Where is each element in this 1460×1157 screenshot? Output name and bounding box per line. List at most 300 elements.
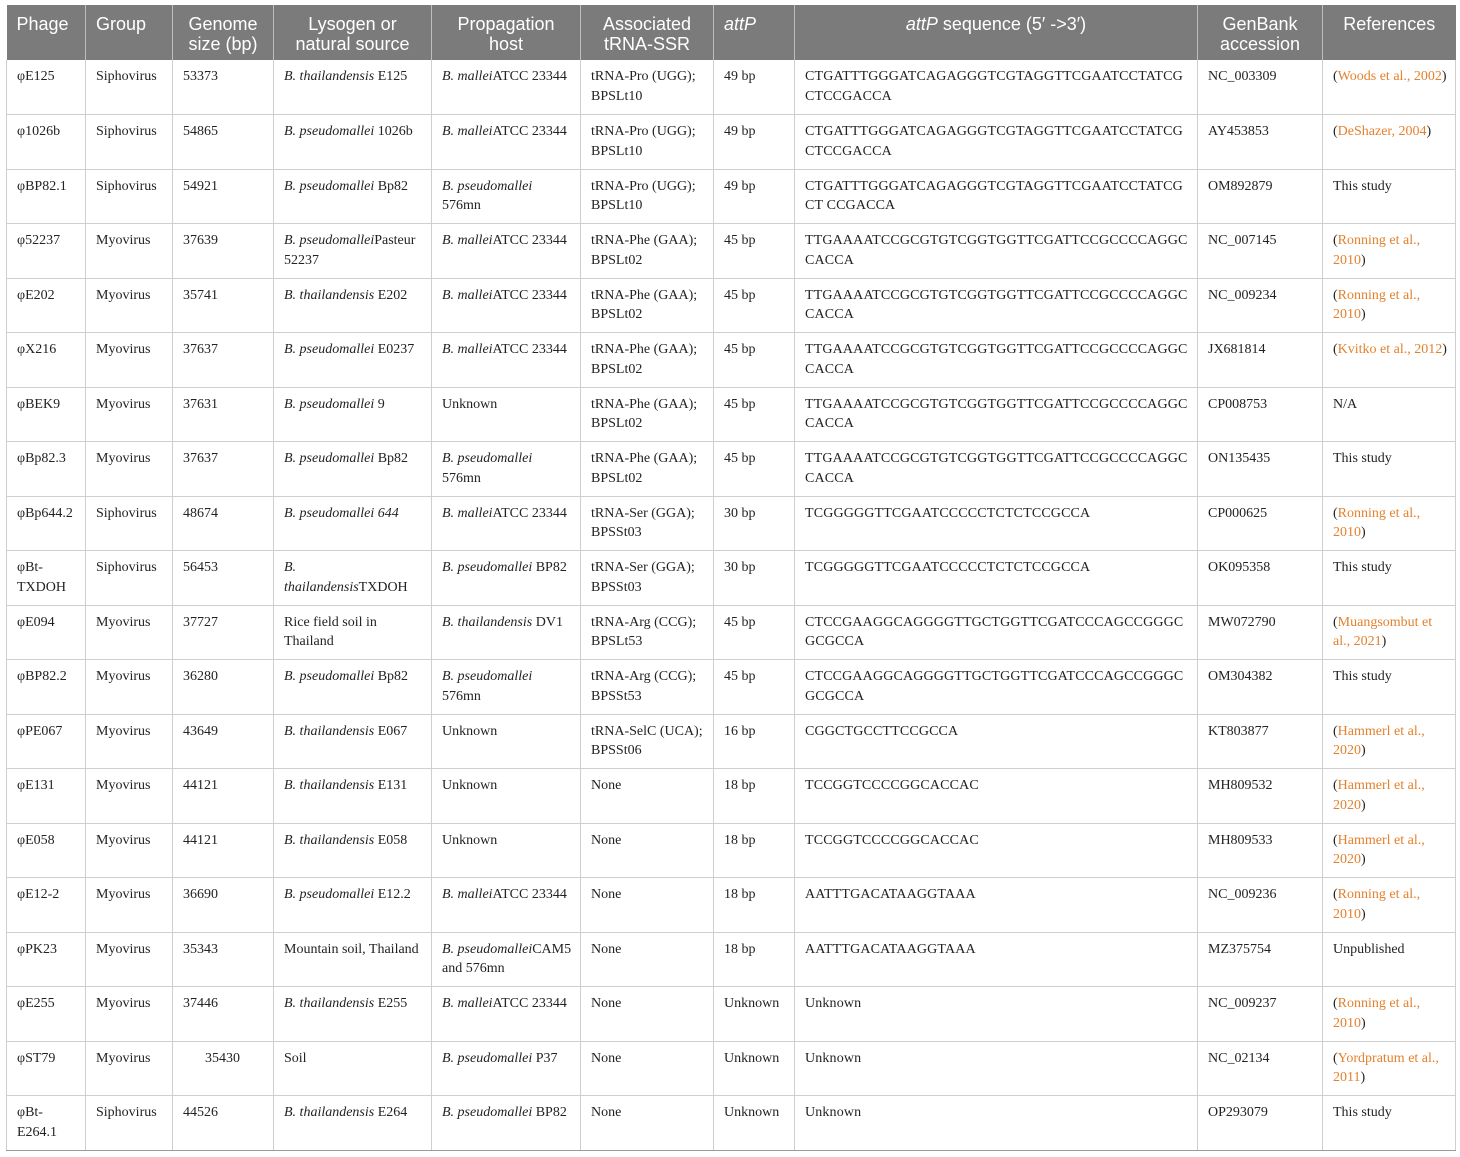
source-cell [274, 551, 432, 606]
host-cell-italic: B. mallei [442, 124, 493, 139]
host-cell-text: ATCC 23344 [492, 287, 567, 303]
attp-length-cell: Unknown [714, 1041, 795, 1096]
attp-length-cell: 18 bp [714, 769, 795, 824]
phage-cell: φPK23 [7, 932, 86, 987]
host-cell-italic: B. thailandensis [442, 614, 533, 630]
attp-sequence-cell: CGGCTGCCTTCCGCCA [795, 714, 1198, 769]
source-cell [274, 278, 432, 333]
phage-cell: φBP82.2 [7, 660, 86, 715]
reference-cell [1323, 115, 1456, 170]
reference-cell: This study [1323, 442, 1456, 497]
header-genbank: GenBank accession [1198, 5, 1323, 60]
host-cell [432, 1096, 581, 1151]
source-cell-text: 1026b [374, 124, 413, 139]
trna-cell: tRNA-Ser (GGA); BPSSt03 [581, 496, 714, 551]
reference-paren-close: ) [1361, 797, 1366, 813]
host-cell [432, 60, 581, 115]
genbank-accession-cell: KT803877 [1198, 714, 1323, 769]
host-cell-text: Unknown [442, 778, 498, 793]
genbank-accession-cell: CP008753 [1198, 387, 1323, 442]
attp-length-cell: 49 bp [714, 60, 795, 115]
source-cell [274, 115, 432, 170]
header-host: Propagation host [432, 5, 581, 60]
header-genome-size [173, 5, 274, 60]
genbank-accession-cell: NC_02134 [1198, 1041, 1323, 1096]
source-cell-italic: B. thailandensis [284, 832, 375, 848]
reference-paren-close: ) [1361, 906, 1366, 922]
reference-paren-close: ) [1361, 743, 1366, 758]
host-cell [432, 1041, 581, 1096]
table-row [7, 605, 1456, 660]
group-cell: Myovirus [86, 932, 173, 987]
reference-paren-close: ) [1360, 1070, 1366, 1085]
reference-link[interactable]: Yordpratum et al., 2011 [1333, 1050, 1439, 1085]
genome-size-cell: 35430 [173, 1041, 274, 1096]
source-cell [274, 714, 432, 769]
phage-cell: φBt-TXDOH [7, 551, 86, 606]
reference-paren-close: ) [1361, 852, 1366, 867]
group-cell: Myovirus [86, 605, 173, 660]
reference-cell [1323, 878, 1456, 933]
genbank-accession-cell: OK095358 [1198, 551, 1323, 606]
phage-cell: φE202 [7, 278, 86, 333]
reference-cell [1323, 333, 1456, 388]
genome-size-cell: 44526 [173, 1096, 274, 1151]
host-cell [432, 769, 581, 824]
source-cell [274, 1096, 432, 1151]
host-cell [432, 169, 581, 224]
source-cell-text: E264 [374, 1105, 408, 1120]
attp-length-cell: 45 bp [714, 387, 795, 442]
source-cell-italic: B. pseudomallei [284, 669, 375, 684]
header-attp-label: attP [724, 14, 757, 34]
group-cell: Myovirus [86, 387, 173, 442]
host-cell [432, 987, 581, 1042]
genome-size-cell: 56453 [173, 551, 274, 606]
phage-cell: φBp82.3 [7, 442, 86, 497]
source-cell-italic: B. pseudomallei [284, 124, 375, 139]
attp-length-cell: 18 bp [714, 878, 795, 933]
host-cell [432, 660, 581, 715]
trna-cell: tRNA-Arg (CCG); BPSLt53 [581, 605, 714, 660]
attp-length-cell: 16 bp [714, 714, 795, 769]
attp-sequence-cell: CTGATTTGGGATCAGAGGGTCGTAGGTTCGAATCCTATCGCTCCGACCA [795, 60, 1198, 115]
genome-size-cell: 44121 [173, 769, 274, 824]
source-cell-italic: B. thailandensis [284, 287, 375, 303]
genbank-accession-cell: NC_003309 [1198, 60, 1323, 115]
source-cell [274, 60, 432, 115]
reference-link[interactable]: Ronning et al., 2010 [1333, 233, 1421, 268]
source-cell-text: Mountain soil, Thailand [284, 941, 419, 957]
trna-cell: tRNA-Pro (UGG); BPSLt10 [581, 115, 714, 170]
trna-cell: None [581, 932, 714, 987]
trna-cell: tRNA-Phe (GAA); BPSLt02 [581, 278, 714, 333]
reference-link[interactable]: Kvitko et al., 2012 [1337, 342, 1443, 357]
table-row [7, 823, 1456, 878]
host-cell-text: 576mn [442, 688, 481, 704]
group-cell: Myovirus [86, 442, 173, 497]
attp-sequence-cell: Unknown [795, 1096, 1198, 1151]
source-cell-text: TXDOH [358, 579, 408, 595]
attp-sequence-cell: CTGATTTGGGATCAGAGGGTCGTAGGTTCGAATCCTATCGCTCCGACCA [795, 115, 1198, 170]
host-cell [432, 932, 581, 987]
source-cell-italic: B. thailandensis [284, 69, 375, 84]
host-cell-text: DV1 [532, 614, 563, 630]
host-cell [432, 224, 581, 279]
header-attp-italic: attP [905, 14, 938, 34]
attp-sequence-cell: TCGGGGGTTCGAATCCCCCTCTCTCCGCCA [795, 496, 1198, 551]
trna-cell: None [581, 1041, 714, 1096]
source-cell-text: 9 [374, 396, 385, 412]
phage-cell: φE125 [7, 60, 86, 115]
source-cell [274, 932, 432, 987]
reference-cell: This study [1323, 660, 1456, 715]
host-cell-text: Unknown [442, 396, 498, 412]
trna-cell: tRNA-Phe (GAA); BPSLt02 [581, 333, 714, 388]
attp-sequence-cell: Unknown [795, 987, 1198, 1042]
trna-cell: tRNA-SelC (UCA); BPSSt06 [581, 714, 714, 769]
reference-paren-open: ( [1333, 287, 1338, 303]
genbank-accession-cell: MZ375754 [1198, 932, 1323, 987]
trna-cell: None [581, 878, 714, 933]
genome-size-cell: 48674 [173, 496, 274, 551]
table-row [7, 333, 1456, 388]
phage-cell: φBp644.2 [7, 496, 86, 551]
attp-sequence-cell: TTGAAAATCCGCGTGTCGGTGGTTCGATTCCGCCCCAGGCCACCA [795, 333, 1198, 388]
reference-cell [1323, 1041, 1456, 1096]
reference-paren-open: ( [1333, 69, 1338, 84]
host-cell-italic: B. pseudomallei [442, 941, 533, 957]
source-cell-italic: B. thailandensis [284, 1105, 375, 1120]
reference-link[interactable]: Muangsombut et al., 2021 [1333, 614, 1433, 649]
attp-sequence-cell: TCCGGTCCCCGGCACCAC [795, 769, 1198, 824]
source-cell [274, 496, 432, 551]
source-cell-text: Rice field soil in Thailand [284, 614, 377, 649]
host-cell-text: 576mn [442, 198, 481, 213]
attp-sequence-cell: TCGGGGGTTCGAATCCCCCTCTCTCCGCCA [795, 551, 1198, 606]
attp-length-cell: 30 bp [714, 551, 795, 606]
host-cell [432, 823, 581, 878]
genome-size-cell: 37637 [173, 442, 274, 497]
header-phage: Phage [7, 5, 86, 60]
table-row [7, 714, 1456, 769]
source-cell-italic: B. pseudomallei [284, 178, 375, 194]
phage-cell: φBP82.1 [7, 169, 86, 224]
reference-cell [1323, 224, 1456, 279]
genome-size-cell: 54865 [173, 115, 274, 170]
table-row [7, 932, 1456, 987]
reference-cell: Unpublished [1323, 932, 1456, 987]
attp-sequence-cell: CTCCGAAGGCAGGGGTTGCTGGTTCGATCCCAGCCGGGCGCGCCA [795, 660, 1198, 715]
genome-size-cell: 36280 [173, 660, 274, 715]
genbank-accession-cell: NC_009236 [1198, 878, 1323, 933]
attp-sequence-cell: TTGAAAATCCGCGTGTCGGTGGTTCGATTCCGCCCCAGGCCACCA [795, 442, 1198, 497]
table-row [7, 1041, 1456, 1096]
table-row [7, 660, 1456, 715]
reference-paren-close: ) [1361, 252, 1366, 268]
trna-cell: None [581, 823, 714, 878]
group-cell: Myovirus [86, 333, 173, 388]
group-cell: Siphovirus [86, 60, 173, 115]
group-cell: Siphovirus [86, 1096, 173, 1151]
reference-cell: This study [1323, 551, 1456, 606]
genome-size-cell: 37631 [173, 387, 274, 442]
group-cell: Siphovirus [86, 496, 173, 551]
source-cell [274, 878, 432, 933]
reference-paren-open: ( [1333, 832, 1338, 848]
host-cell-italic: B. mallei [442, 233, 493, 248]
reference-cell: This study [1323, 1096, 1456, 1151]
source-cell [274, 987, 432, 1042]
genome-size-cell: 35343 [173, 932, 274, 987]
source-cell [274, 1041, 432, 1096]
attp-sequence-cell: CTCCGAAGGCAGGGGTTGCTGGTTCGATCCCAGCCGGGCGCGCCA [795, 605, 1198, 660]
phage-cell: φE255 [7, 987, 86, 1042]
source-cell [274, 169, 432, 224]
attp-length-cell: 45 bp [714, 660, 795, 715]
genome-size-cell: 53373 [173, 60, 274, 115]
genome-size-cell: 35741 [173, 278, 274, 333]
attp-length-cell: 45 bp [714, 605, 795, 660]
host-cell [432, 551, 581, 606]
table-row [7, 60, 1456, 115]
host-cell [432, 878, 581, 933]
source-cell-text: E067 [374, 723, 408, 739]
source-cell-text: Soil [284, 1050, 307, 1066]
reference-paren-close: ) [1426, 124, 1432, 139]
source-cell-italic: B. pseudomallei 644 [284, 505, 399, 521]
source-cell [274, 605, 432, 660]
host-cell-text: 576mn [442, 470, 481, 486]
table-row [7, 169, 1456, 224]
attp-length-cell: 45 bp [714, 278, 795, 333]
host-cell-italic: B. mallei [442, 287, 493, 303]
group-cell: Myovirus [86, 278, 173, 333]
phage-cell: φE131 [7, 769, 86, 824]
attp-length-cell: Unknown [714, 1096, 795, 1151]
reference-link[interactable]: Ronning et al., 2010 [1333, 287, 1421, 322]
attp-length-cell: 18 bp [714, 932, 795, 987]
header-references: References [1323, 5, 1456, 60]
phage-cell: φ1026b [7, 115, 86, 170]
source-cell-italic: B. thailandensis [284, 996, 375, 1011]
host-cell-text: ATCC 23344 [492, 996, 567, 1011]
host-cell [432, 387, 581, 442]
source-cell-italic: B. thailandensis [284, 560, 359, 595]
reference-paren-open: ( [1333, 1050, 1338, 1066]
source-cell-italic: B. pseudomallei [284, 887, 375, 902]
table-row [7, 987, 1456, 1042]
trna-cell: None [581, 987, 714, 1042]
genbank-accession-cell: MW072790 [1198, 605, 1323, 660]
reference-paren-open: ( [1333, 124, 1338, 139]
phage-cell: φPE067 [7, 714, 86, 769]
trna-cell: tRNA-Pro (UGG); BPSLt10 [581, 169, 714, 224]
source-cell-text: Bp82 [374, 451, 409, 466]
trna-cell: tRNA-Pro (UGG); BPSLt10 [581, 60, 714, 115]
host-cell-italic: B. mallei [442, 887, 493, 902]
table-row [7, 115, 1456, 170]
host-cell [432, 333, 581, 388]
group-cell: Siphovirus [86, 115, 173, 170]
source-cell-italic: B. pseudomallei [284, 342, 375, 357]
reference-link[interactable]: Hammerl et al., 2020 [1333, 723, 1425, 758]
source-cell [274, 224, 432, 279]
source-cell [274, 387, 432, 442]
reference-paren-open: ( [1333, 505, 1338, 521]
host-cell-text: ATCC 23344 [492, 887, 567, 902]
attp-length-cell: 30 bp [714, 496, 795, 551]
genome-size-cell: 54921 [173, 169, 274, 224]
group-cell: Myovirus [86, 823, 173, 878]
host-cell-text: Unknown [442, 723, 498, 739]
reference-link[interactable]: Ronning et al., 2010 [1333, 887, 1421, 922]
host-cell-text: ATCC 23344 [492, 69, 567, 84]
phage-table-container [6, 5, 1455, 1151]
reference-cell [1323, 769, 1456, 824]
source-cell [274, 442, 432, 497]
host-cell [432, 115, 581, 170]
source-cell-text: E058 [374, 832, 408, 848]
reference-cell [1323, 714, 1456, 769]
reference-cell [1323, 60, 1456, 115]
group-cell: Myovirus [86, 1041, 173, 1096]
reference-link[interactable]: Ronning et al., 2010 [1333, 996, 1421, 1031]
reference-cell [1323, 278, 1456, 333]
attp-length-cell: 49 bp [714, 169, 795, 224]
reference-paren-open: ( [1333, 233, 1338, 248]
genbank-accession-cell: CP000625 [1198, 496, 1323, 551]
table-row [7, 278, 1456, 333]
attp-length-cell: 45 bp [714, 442, 795, 497]
source-cell-text: E125 [374, 69, 408, 84]
reference-link[interactable]: Hammerl et al., 2020 [1333, 832, 1425, 867]
phage-cell: φBt-E264.1 [7, 1096, 86, 1151]
source-cell-text: E0237 [374, 342, 415, 357]
group-cell: Myovirus [86, 660, 173, 715]
reference-link[interactable]: Ronning et al., 2010 [1333, 505, 1421, 540]
host-cell [432, 605, 581, 660]
host-cell [432, 714, 581, 769]
phage-cell: φ52237 [7, 224, 86, 279]
source-cell-text: Bp82 [374, 178, 409, 194]
table-row [7, 496, 1456, 551]
genome-size-cell: 37446 [173, 987, 274, 1042]
reference-cell [1323, 605, 1456, 660]
genome-size-cell: 37637 [173, 333, 274, 388]
source-cell-text: Bp82 [374, 669, 409, 684]
reference-paren-open: ( [1333, 996, 1338, 1011]
source-cell-text: E131 [374, 778, 408, 793]
source-cell [274, 660, 432, 715]
reference-paren-open: ( [1333, 614, 1338, 630]
source-cell-text: E255 [374, 996, 408, 1011]
phage-cell: φE12-2 [7, 878, 86, 933]
host-cell-italic: B. mallei [442, 505, 493, 521]
table-row [7, 224, 1456, 279]
phage-cell: φBEK9 [7, 387, 86, 442]
header-attp-sequence-rest: sequence (5′ ->3′) [937, 14, 1087, 34]
reference-paren-close: ) [1441, 69, 1447, 84]
reference-cell: N/A [1323, 387, 1456, 442]
reference-link[interactable]: Hammerl et al., 2020 [1333, 778, 1425, 813]
host-cell-italic: B. mallei [442, 996, 493, 1011]
reference-paren-close: ) [1361, 1015, 1366, 1031]
genome-size-cell: 43649 [173, 714, 274, 769]
host-cell [432, 278, 581, 333]
source-cell-text: E12.2 [374, 887, 411, 902]
trna-cell: None [581, 1096, 714, 1151]
reference-link[interactable]: DeShazer, 2004 [1337, 124, 1427, 139]
genbank-accession-cell: AY453853 [1198, 115, 1323, 170]
genbank-accession-cell: OM304382 [1198, 660, 1323, 715]
header-attp [714, 5, 795, 60]
host-cell-text: CAM5 and 576mn [442, 941, 572, 976]
reference-cell [1323, 823, 1456, 878]
attp-sequence-cell: Unknown [795, 1041, 1198, 1096]
host-cell-text: ATCC 23344 [492, 342, 567, 357]
attp-sequence-cell: TTGAAAATCCGCGTGTCGGTGGTTCGATTCCGCCCCAGGCCACCA [795, 387, 1198, 442]
genbank-accession-cell: JX681814 [1198, 333, 1323, 388]
trna-cell: tRNA-Ser (GGA); BPSSt03 [581, 551, 714, 606]
trna-cell: None [581, 769, 714, 824]
reference-cell [1323, 496, 1456, 551]
host-cell-text: P37 [532, 1050, 558, 1066]
reference-paren-close: ) [1361, 525, 1366, 540]
group-cell: Siphovirus [86, 169, 173, 224]
host-cell-italic: B. mallei [442, 69, 493, 84]
reference-link[interactable]: Woods et al., 2002 [1337, 69, 1442, 84]
table-row [7, 878, 1456, 933]
table-row [7, 1096, 1456, 1151]
host-cell-italic: B. mallei [442, 342, 493, 357]
host-cell-italic: B. pseudomallei [442, 451, 533, 466]
reference-paren-open: ( [1333, 342, 1338, 357]
source-cell-italic: B. pseudomallei [284, 396, 375, 412]
reference-cell: This study [1323, 169, 1456, 224]
trna-cell: tRNA-Phe (GAA); BPSLt02 [581, 442, 714, 497]
group-cell: Myovirus [86, 224, 173, 279]
table-body [7, 60, 1456, 1150]
attp-sequence-cell: CTGATTTGGGATCAGAGGGTCGTAGGTTCGAATCCTATCGCT CCGACCA [795, 169, 1198, 224]
attp-sequence-cell: AATTTGACATAAGGTAAA [795, 878, 1198, 933]
group-cell: Myovirus [86, 714, 173, 769]
attp-length-cell: Unknown [714, 987, 795, 1042]
attp-sequence-cell: AATTTGACATAAGGTAAA [795, 932, 1198, 987]
host-cell-text: Unknown [442, 832, 498, 848]
genbank-accession-cell: OM892879 [1198, 169, 1323, 224]
group-cell: Siphovirus [86, 551, 173, 606]
source-cell-italic: B. thailandensis [284, 778, 375, 793]
host-cell-italic: B. pseudomallei [442, 669, 533, 684]
genbank-accession-cell: NC_009234 [1198, 278, 1323, 333]
group-cell: Myovirus [86, 878, 173, 933]
phage-table [6, 5, 1456, 1151]
genbank-accession-cell: MH809533 [1198, 823, 1323, 878]
attp-length-cell: 45 bp [714, 224, 795, 279]
source-cell [274, 823, 432, 878]
source-cell-text: Pasteur 52237 [284, 233, 416, 268]
host-cell-text: BP82 [532, 560, 567, 575]
attp-length-cell: 18 bp [714, 823, 795, 878]
phage-cell: φX216 [7, 333, 86, 388]
genbank-accession-cell: NC_009237 [1198, 987, 1323, 1042]
trna-cell: tRNA-Arg (CCG); BPSSt53 [581, 660, 714, 715]
header-genome-size-label: Genome size (bp) [188, 14, 258, 54]
host-cell-text: ATCC 23344 [492, 233, 567, 248]
source-cell-text: E202 [374, 287, 408, 303]
attp-length-cell: 49 bp [714, 115, 795, 170]
